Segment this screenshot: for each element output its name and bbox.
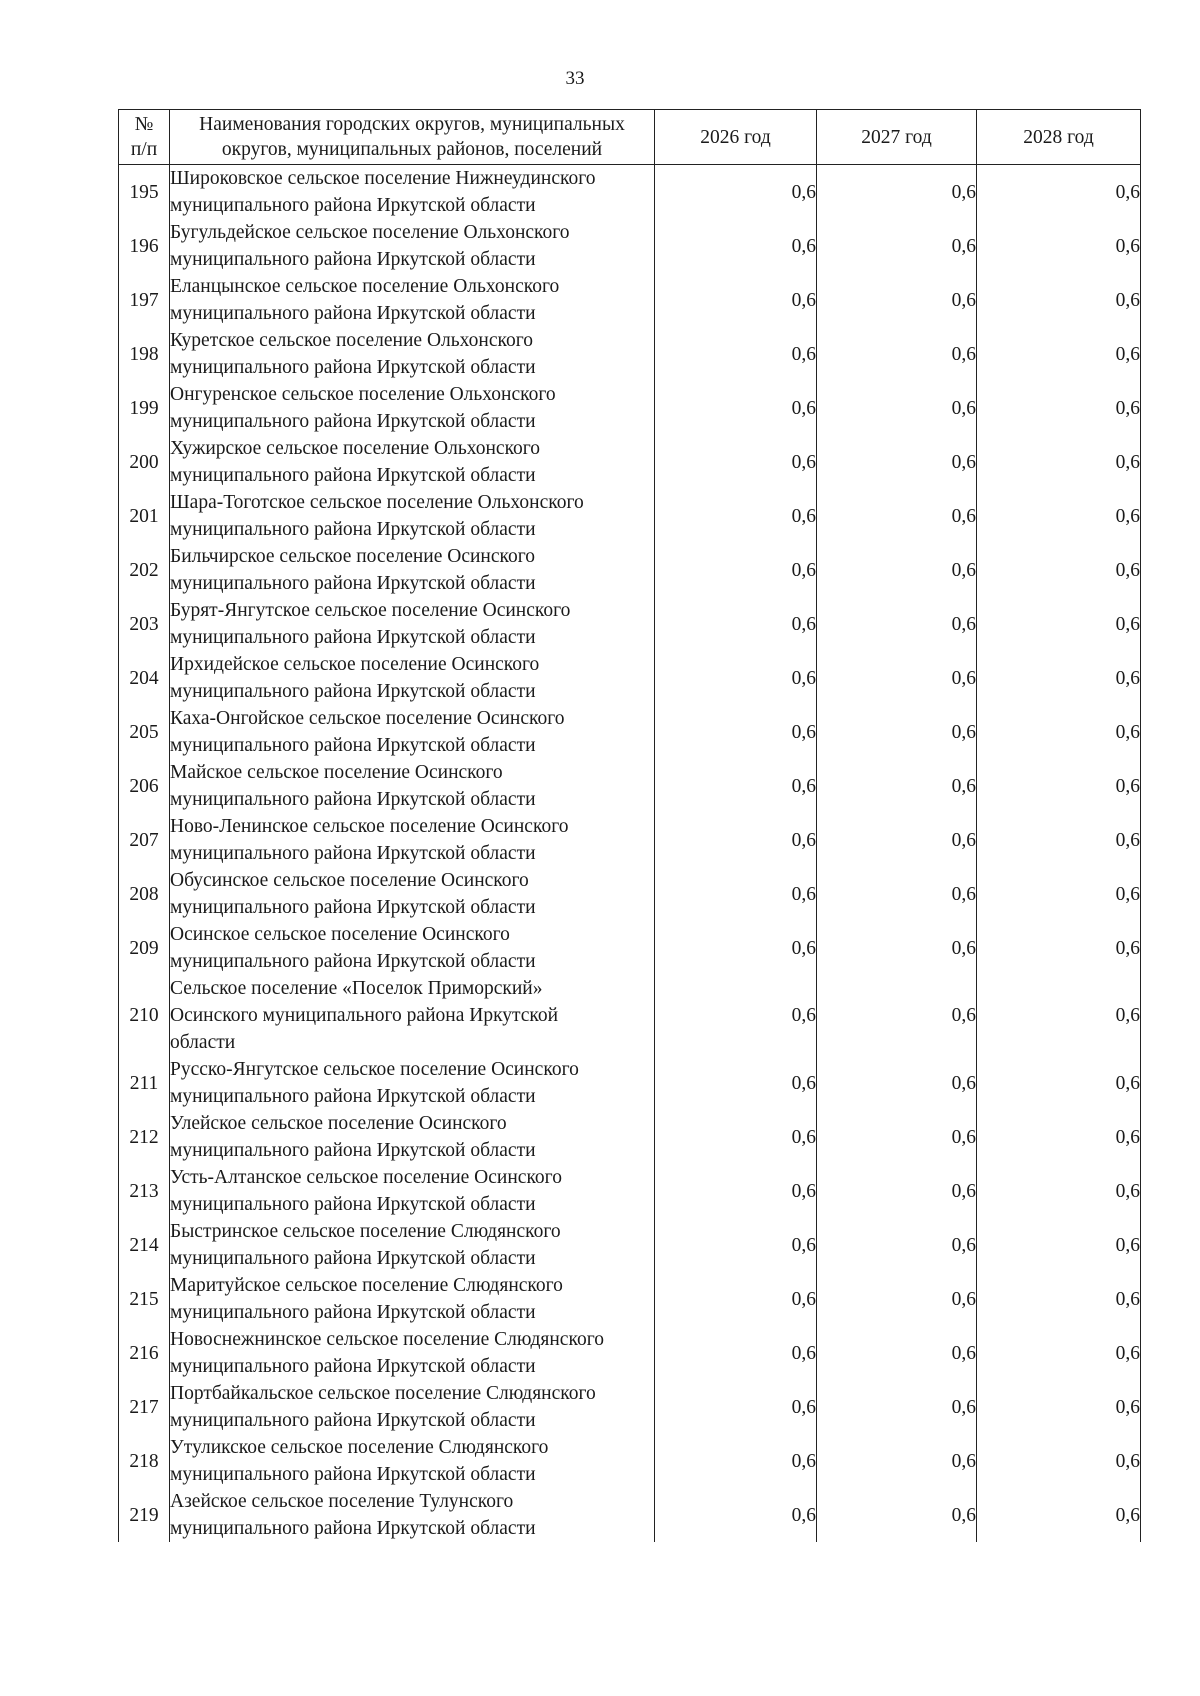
table-row bbox=[119, 651, 1141, 705]
row-name bbox=[170, 1434, 655, 1488]
data-table bbox=[118, 109, 1141, 1542]
row-name bbox=[170, 759, 655, 813]
value-2028: 0,6 bbox=[977, 597, 1141, 651]
row-name-line2: муниципального района Иркутской области bbox=[170, 1194, 536, 1215]
value-2026: 0,6 bbox=[655, 1380, 817, 1434]
value-2026: 0,6 bbox=[655, 165, 817, 220]
row-name bbox=[170, 867, 655, 921]
value-2026: 0,6 bbox=[655, 381, 817, 435]
row-name bbox=[170, 1272, 655, 1326]
table-row bbox=[119, 975, 1141, 1056]
table-row bbox=[119, 1272, 1141, 1326]
value-2027: 0,6 bbox=[817, 1056, 977, 1110]
value-2026: 0,6 bbox=[655, 1326, 817, 1380]
value-2028: 0,6 bbox=[977, 165, 1141, 220]
value-2028: 0,6 bbox=[977, 327, 1141, 381]
row-name-line2: муниципального района Иркутской области bbox=[170, 843, 536, 864]
table-row bbox=[119, 1380, 1141, 1434]
row-name bbox=[170, 489, 655, 543]
row-name-line2: Осинского муниципального района Иркутской bbox=[170, 1005, 559, 1026]
row-name bbox=[170, 975, 655, 1056]
table-row bbox=[119, 543, 1141, 597]
row-name bbox=[170, 273, 655, 327]
row-name-line1: Русско-Янгутское сельское поселение Осинского bbox=[170, 1059, 579, 1080]
row-name bbox=[170, 1218, 655, 1272]
value-2028: 0,6 bbox=[977, 1488, 1141, 1542]
row-number: 207 bbox=[119, 813, 170, 867]
row-name-line1: Новоснежнинское сельское поселение Слюдянского bbox=[170, 1329, 604, 1350]
value-2028: 0,6 bbox=[977, 489, 1141, 543]
row-name-line1: Быстринское сельское поселение Слюдянского bbox=[170, 1221, 561, 1242]
row-number: 200 bbox=[119, 435, 170, 489]
value-2028: 0,6 bbox=[977, 273, 1141, 327]
row-name-line1: Онгуренское сельское поселение Ольхонского bbox=[170, 384, 556, 405]
value-2027: 0,6 bbox=[817, 165, 977, 220]
value-2028: 0,6 bbox=[977, 219, 1141, 273]
row-name bbox=[170, 381, 655, 435]
value-2027: 0,6 bbox=[817, 867, 977, 921]
value-2028: 0,6 bbox=[977, 1272, 1141, 1326]
row-name-line2: муниципального района Иркутской области bbox=[170, 357, 536, 378]
row-name bbox=[170, 1488, 655, 1542]
value-2028: 0,6 bbox=[977, 1056, 1141, 1110]
header-number-line1: № bbox=[134, 114, 154, 135]
value-2028: 0,6 bbox=[977, 1326, 1141, 1380]
row-name-line2: муниципального района Иркутской области bbox=[170, 195, 536, 216]
value-2027: 0,6 bbox=[817, 1488, 977, 1542]
row-name bbox=[170, 1380, 655, 1434]
row-name-line1: Бурят-Янгутское сельское поселение Осинского bbox=[170, 600, 571, 621]
value-2026: 0,6 bbox=[655, 1218, 817, 1272]
table-body bbox=[119, 165, 1141, 1543]
header-name-line1: Наименования городских округов, муниципальных bbox=[199, 114, 625, 135]
value-2027: 0,6 bbox=[817, 327, 977, 381]
value-2026: 0,6 bbox=[655, 327, 817, 381]
row-name-line1: Каха-Онгойское сельское поселение Осинского bbox=[170, 708, 565, 729]
value-2028: 0,6 bbox=[977, 759, 1141, 813]
row-name-line1: Хужирское сельское поселение Ольхонского bbox=[170, 438, 541, 459]
row-number: 195 bbox=[119, 165, 170, 220]
row-name-line1: Улейское сельское поселение Осинского bbox=[170, 1113, 507, 1134]
row-name bbox=[170, 651, 655, 705]
table-row bbox=[119, 381, 1141, 435]
row-name-line2: муниципального района Иркутской области bbox=[170, 1518, 536, 1539]
value-2026: 0,6 bbox=[655, 1434, 817, 1488]
value-2028: 0,6 bbox=[977, 543, 1141, 597]
value-2027: 0,6 bbox=[817, 489, 977, 543]
value-2028: 0,6 bbox=[977, 705, 1141, 759]
row-name-line2: муниципального района Иркутской области bbox=[170, 1140, 536, 1161]
row-name-line2: муниципального района Иркутской области bbox=[170, 1248, 536, 1269]
row-number: 202 bbox=[119, 543, 170, 597]
value-2028: 0,6 bbox=[977, 435, 1141, 489]
value-2028: 0,6 bbox=[977, 867, 1141, 921]
row-name bbox=[170, 1326, 655, 1380]
value-2026: 0,6 bbox=[655, 597, 817, 651]
row-name-line1: Маритуйское сельское поселение Слюдянского bbox=[170, 1275, 563, 1296]
row-name-line1: Сельское поселение «Поселок Приморский» bbox=[170, 978, 543, 999]
value-2027: 0,6 bbox=[817, 435, 977, 489]
value-2026: 0,6 bbox=[655, 867, 817, 921]
row-name-line1: Азейское сельское поселение Тулунского bbox=[170, 1491, 514, 1512]
row-name-line1: Ново-Ленинское сельское поселение Осинского bbox=[170, 816, 569, 837]
row-number: 206 bbox=[119, 759, 170, 813]
row-number: 217 bbox=[119, 1380, 170, 1434]
value-2027: 0,6 bbox=[817, 1380, 977, 1434]
value-2027: 0,6 bbox=[817, 1272, 977, 1326]
row-number: 198 bbox=[119, 327, 170, 381]
row-name-line2: муниципального района Иркутской области bbox=[170, 1464, 536, 1485]
row-name-line2: муниципального района Иркутской области bbox=[170, 249, 536, 270]
row-number: 199 bbox=[119, 381, 170, 435]
row-name-line2: муниципального района Иркутской области bbox=[170, 897, 536, 918]
table-row bbox=[119, 165, 1141, 220]
row-number: 216 bbox=[119, 1326, 170, 1380]
row-number: 203 bbox=[119, 597, 170, 651]
value-2026: 0,6 bbox=[655, 1164, 817, 1218]
value-2028: 0,6 bbox=[977, 1434, 1141, 1488]
table-row bbox=[119, 1326, 1141, 1380]
row-number: 197 bbox=[119, 273, 170, 327]
value-2026: 0,6 bbox=[655, 705, 817, 759]
table-row bbox=[119, 1056, 1141, 1110]
value-2027: 0,6 bbox=[817, 759, 977, 813]
header-2026: 2026 год bbox=[655, 110, 817, 165]
value-2027: 0,6 bbox=[817, 813, 977, 867]
value-2026: 0,6 bbox=[655, 273, 817, 327]
value-2026: 0,6 bbox=[655, 489, 817, 543]
row-number: 211 bbox=[119, 1056, 170, 1110]
row-name bbox=[170, 921, 655, 975]
row-name-line2: муниципального района Иркутской области bbox=[170, 573, 536, 594]
table-row bbox=[119, 273, 1141, 327]
row-name bbox=[170, 1164, 655, 1218]
row-name bbox=[170, 813, 655, 867]
row-number: 209 bbox=[119, 921, 170, 975]
row-name-line1: Портбайкальское сельское поселение Слюдянского bbox=[170, 1383, 596, 1404]
value-2027: 0,6 bbox=[817, 705, 977, 759]
table-row bbox=[119, 327, 1141, 381]
value-2026: 0,6 bbox=[655, 435, 817, 489]
row-name-line1: Майское сельское поселение Осинского bbox=[170, 762, 503, 783]
table-row bbox=[119, 1164, 1141, 1218]
value-2026: 0,6 bbox=[655, 1272, 817, 1326]
row-name-line1: Куретское сельское поселение Ольхонского bbox=[170, 330, 533, 351]
row-name-line1: Осинское сельское поселение Осинского bbox=[170, 924, 510, 945]
value-2027: 0,6 bbox=[817, 1164, 977, 1218]
value-2027: 0,6 bbox=[817, 651, 977, 705]
value-2027: 0,6 bbox=[817, 1218, 977, 1272]
value-2026: 0,6 bbox=[655, 813, 817, 867]
table-row bbox=[119, 1110, 1141, 1164]
value-2027: 0,6 bbox=[817, 597, 977, 651]
value-2026: 0,6 bbox=[655, 543, 817, 597]
row-name-line2: муниципального района Иркутской области bbox=[170, 951, 536, 972]
table-row bbox=[119, 921, 1141, 975]
value-2027: 0,6 bbox=[817, 921, 977, 975]
table-row bbox=[119, 597, 1141, 651]
row-name-line1: Шара-Тоготское сельское поселение Ольхонского bbox=[170, 492, 584, 513]
row-number: 212 bbox=[119, 1110, 170, 1164]
row-number: 218 bbox=[119, 1434, 170, 1488]
value-2026: 0,6 bbox=[655, 651, 817, 705]
value-2027: 0,6 bbox=[817, 1434, 977, 1488]
value-2027: 0,6 bbox=[817, 381, 977, 435]
row-name-line1: Обусинское сельское поселение Осинского bbox=[170, 870, 529, 891]
row-number: 204 bbox=[119, 651, 170, 705]
row-name-line2: муниципального района Иркутской области bbox=[170, 1086, 536, 1107]
value-2027: 0,6 bbox=[817, 543, 977, 597]
header-row bbox=[119, 110, 1141, 165]
row-name bbox=[170, 327, 655, 381]
row-name-line1: Усть-Алтанское сельское поселение Осинского bbox=[170, 1167, 562, 1188]
value-2027: 0,6 bbox=[817, 219, 977, 273]
row-name-line2: муниципального района Иркутской области bbox=[170, 519, 536, 540]
row-name bbox=[170, 543, 655, 597]
value-2028: 0,6 bbox=[977, 1110, 1141, 1164]
value-2027: 0,6 bbox=[817, 1326, 977, 1380]
row-name-line2: муниципального района Иркутской области bbox=[170, 1356, 536, 1377]
table-row bbox=[119, 1434, 1141, 1488]
row-name bbox=[170, 435, 655, 489]
row-name bbox=[170, 1056, 655, 1110]
value-2028: 0,6 bbox=[977, 651, 1141, 705]
row-number: 196 bbox=[119, 219, 170, 273]
row-name-line1: Еланцынское сельское поселение Ольхонского bbox=[170, 276, 560, 297]
header-name bbox=[170, 110, 655, 165]
value-2028: 0,6 bbox=[977, 1218, 1141, 1272]
row-name-line2: муниципального района Иркутской области bbox=[170, 411, 536, 432]
row-number: 214 bbox=[119, 1218, 170, 1272]
row-number: 210 bbox=[119, 975, 170, 1056]
value-2028: 0,6 bbox=[977, 381, 1141, 435]
row-name-line2: муниципального района Иркутской области bbox=[170, 627, 536, 648]
row-name bbox=[170, 705, 655, 759]
value-2027: 0,6 bbox=[817, 273, 977, 327]
table-row bbox=[119, 813, 1141, 867]
row-number: 205 bbox=[119, 705, 170, 759]
row-name-line1: Ирхидейское сельское поселение Осинского bbox=[170, 654, 540, 675]
value-2026: 0,6 bbox=[655, 219, 817, 273]
row-name-line1: Бильчирское сельское поселение Осинского bbox=[170, 546, 536, 567]
value-2026: 0,6 bbox=[655, 921, 817, 975]
row-number: 213 bbox=[119, 1164, 170, 1218]
table-row bbox=[119, 705, 1141, 759]
value-2026: 0,6 bbox=[655, 1056, 817, 1110]
value-2028: 0,6 bbox=[977, 813, 1141, 867]
value-2026: 0,6 bbox=[655, 975, 817, 1056]
row-name-line1: Широковское сельское поселение Нижнеудинского bbox=[170, 168, 596, 189]
value-2028: 0,6 bbox=[977, 975, 1141, 1056]
table-row bbox=[119, 867, 1141, 921]
row-number: 215 bbox=[119, 1272, 170, 1326]
table-row bbox=[119, 759, 1141, 813]
table-row bbox=[119, 1488, 1141, 1542]
header-2027: 2027 год bbox=[817, 110, 977, 165]
row-name-line2: муниципального района Иркутской области bbox=[170, 1302, 536, 1323]
row-name-line2: муниципального района Иркутской области bbox=[170, 303, 536, 324]
page-number: 33 bbox=[565, 68, 585, 89]
table-row bbox=[119, 489, 1141, 543]
row-name-line1: Утуликское сельское поселение Слюдянского bbox=[170, 1437, 549, 1458]
table-row bbox=[119, 219, 1141, 273]
row-number: 208 bbox=[119, 867, 170, 921]
row-name bbox=[170, 1110, 655, 1164]
header-number-line2: п/п bbox=[130, 139, 158, 160]
row-name-line2: муниципального района Иркутской области bbox=[170, 1410, 536, 1431]
header-name-line2: округов, муниципальных районов, поселений bbox=[221, 139, 603, 160]
value-2026: 0,6 bbox=[655, 1110, 817, 1164]
value-2028: 0,6 bbox=[977, 921, 1141, 975]
value-2027: 0,6 bbox=[817, 1110, 977, 1164]
header-2028: 2028 год bbox=[977, 110, 1141, 165]
table-header bbox=[119, 110, 1141, 165]
header-number bbox=[119, 110, 170, 165]
row-name bbox=[170, 165, 655, 220]
row-name-line2: муниципального района Иркутской области bbox=[170, 735, 536, 756]
value-2028: 0,6 bbox=[977, 1380, 1141, 1434]
table-row bbox=[119, 435, 1141, 489]
row-name bbox=[170, 597, 655, 651]
row-name-line1: Бугульдейское сельское поселение Ольхонского bbox=[170, 222, 570, 243]
table-row bbox=[119, 1218, 1141, 1272]
row-number: 219 bbox=[119, 1488, 170, 1542]
row-name-line2: муниципального района Иркутской области bbox=[170, 789, 536, 810]
value-2026: 0,6 bbox=[655, 759, 817, 813]
row-number: 201 bbox=[119, 489, 170, 543]
value-2026: 0,6 bbox=[655, 1488, 817, 1542]
row-name-line3: области bbox=[170, 1032, 236, 1053]
value-2027: 0,6 bbox=[817, 975, 977, 1056]
row-name bbox=[170, 219, 655, 273]
row-name-line2: муниципального района Иркутской области bbox=[170, 465, 536, 486]
row-name-line2: муниципального района Иркутской области bbox=[170, 681, 536, 702]
value-2028: 0,6 bbox=[977, 1164, 1141, 1218]
